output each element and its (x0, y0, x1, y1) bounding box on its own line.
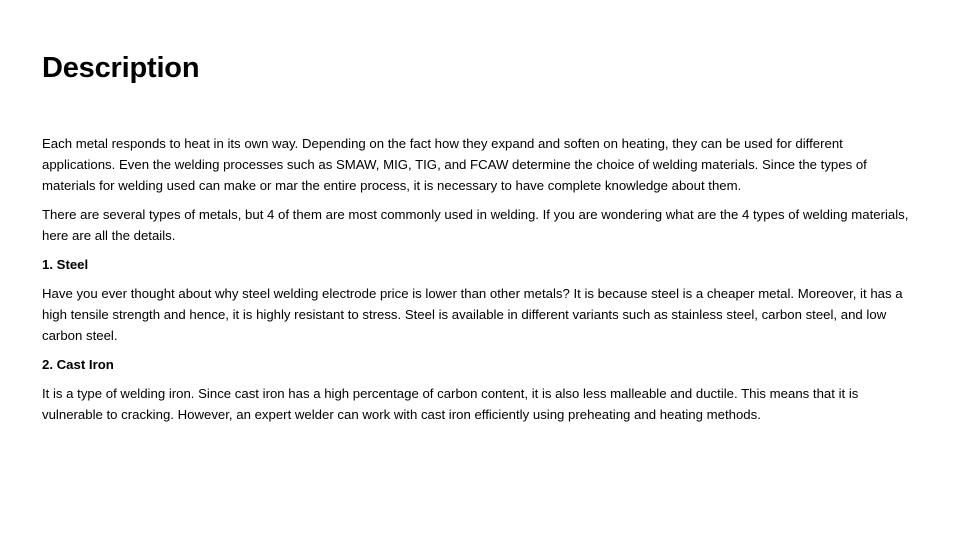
section-body-cast-iron: It is a type of welding iron. Since cast iron has a high percentage of carbon content, it is also less malleable and ductile. This means that it is vulnerable to cracking. However, an expert welder can work with cast iron efficiently using preheating and heating methods. (42, 386, 859, 422)
section-body-steel: Have you ever thought about why steel welding electrode price is lower than other metals? It is because steel is a cheaper metal. Moreover, it has a high tensile strength and hence, it is highly resistant to stress. Steel is available in different variants such as stainless steel, carbon steel, and low carbon steel. (42, 286, 903, 343)
intro-paragraph: Each metal responds to heat in its own way. Depending on the fact how they expand and soften on heating, they can be used for different applications. Even the welding processes such as SMAW, MIG, TIG, and FCAW determine the choice of welding materials. Since the types of materials for welding used can make or mar the entire process, it is necessary to have complete knowledge about them. (42, 136, 867, 193)
section-heading-steel: 1. Steel (42, 257, 89, 272)
slide-body (42, 133, 918, 433)
section-heading-cast-iron: 2. Cast Iron (42, 357, 114, 372)
types-intro-paragraph: There are several types of metals, but 4 of them are most commonly used in welding. If you are wondering what are the 4 types of welding materials, here are all the details. (42, 207, 909, 243)
slide-title: Description (42, 52, 200, 84)
